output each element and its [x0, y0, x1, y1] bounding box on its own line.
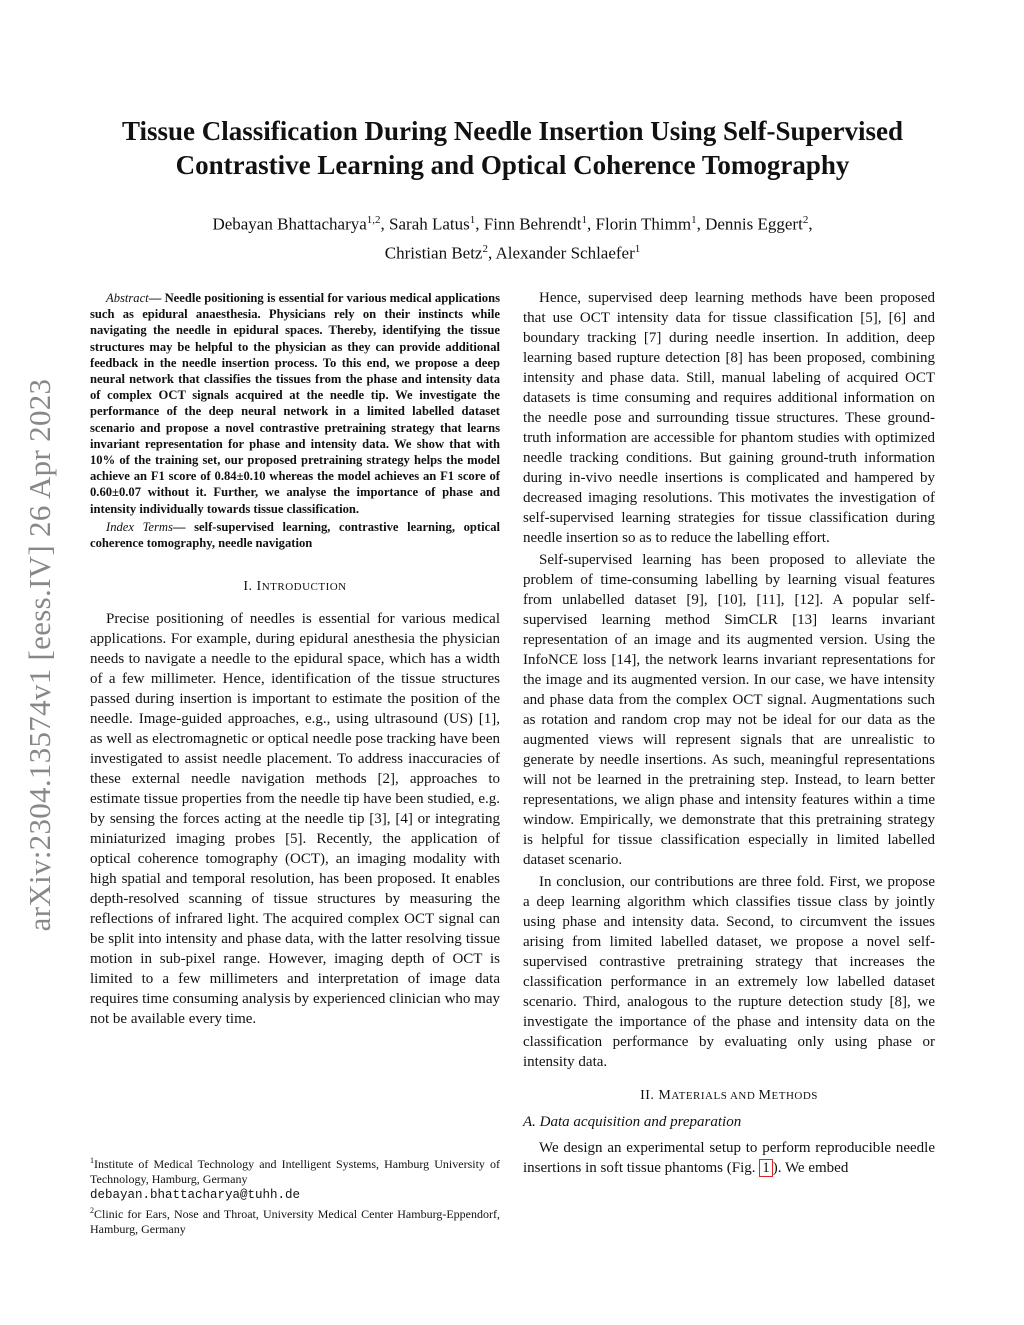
author-7: Alexander Schlaefer — [495, 243, 635, 263]
abstract-label: Abstract — [106, 291, 149, 305]
author-list: Debayan Bhattacharya$^{1,2}$, Sarah Latus$^1$, Finn Behrendt$^1$, Florin Thimm$^1$, Dennis Eggert$^2$, Christian Betz$^2$, Alexander Schlaefer$^1$ — [212, 214, 813, 263]
right-column — [523, 288, 935, 1180]
section-heading-methods: II. MATERIALS AND METHODS — [640, 1088, 818, 1103]
intro-paragraph-2: Hence, supervised deep learning methods have been proposed that use OCT intensity data for tissue classification [5], [6] and boundary tracking [7] during needle insertion. In addition, deep learning based rupture detection [8] has been proposed, combining intensity and phase data. Still, manual labeling of acquired OCT datasets is time consuming and requires additional information on the needle pose and surrounding tissue structures. These ground-truth information are accessible for phantom studies with optimized needle tracking conditions. But gaining ground-truth information during in-vivo needle insertions is complicated and hampered by decreased imaging resolutions. This motivates the investigation of self-supervised learning strategies for tissue classification during needle insertion so as to reduce the labelling effort. — [523, 290, 935, 546]
author-2: Sarah Latus — [389, 214, 470, 234]
author-3-affil: 1 — [581, 214, 588, 226]
methods-paragraph-1: We design an experimental setup to perform reproducible needle insertions in soft tissue phantoms (Fig. 1 ). We embed — [523, 1140, 935, 1176]
index-terms-text: self-supervised learning, contrastive learning, optical coherence tomography, needle navigation — [90, 519, 500, 551]
author-3: Finn Behrendt — [483, 214, 582, 234]
author-1: Debayan Bhattacharya — [212, 214, 367, 234]
author-7-affil: 1 — [634, 242, 641, 255]
figure-1-link[interactable]: 1 — [759, 1159, 773, 1177]
author-6-affil: 2 — [482, 242, 488, 255]
author-email-link[interactable]: debayan.bhattacharya@tuhh.de — [90, 1188, 301, 1202]
author-5: Dennis Eggert — [705, 214, 803, 234]
author-5-affil: 2 — [802, 214, 809, 226]
author-4-affil: 1 — [691, 214, 697, 226]
section-heading-introduction: I. INTRODUCTION — [243, 579, 347, 595]
arxiv-identifier — [10, 350, 70, 960]
author-2-affil: 1 — [469, 214, 476, 226]
left-column — [90, 290, 500, 1031]
intro-paragraph-1: Precise positioning of needles is essential for various medical applications. For example, during epidural anesthesia the physician needs to navigate a needle to the epidural space, which has a width of a few millimeter. Hence, identification of the tissue structures passed during insertion is important to estimate the position of the needle. Image-guided approaches, e.g., using ultrasound (US) [1], as well as electromagnetic or optical needle pose tracking have been investigated to assist needle placement. To address inaccuracies of these external needle navigation methods [2], approaches to estimate tissue properties from the needle tip have been studied, e.g. by sensing the forces acting at the needle tip [3], [4] or integrating miniaturized imaging probes [5]. Recently, the application of optical coherence tomography (OCT), an imaging modality with high spatial and temporal resolution, has been proposed. It enables depth-resolved scanning of tissue structures by measuring the reflections of infrared light. The acquired complex OCT signal can be split into intensity and phase data, with the latter resolving tissue motion in sub-pixel range. However, imaging depth of OCT is limited to a few millimeters and interpretation of image data requires time consuming analysis by experienced clinician who may not be available every time. — [90, 611, 500, 1028]
footnotes — [90, 1153, 500, 1237]
footnote-2: $^2$Clinic for Ears, Nose and Throat, University Medical Center Hamburg-Eppendorf, Hamburg, Germany — [90, 1206, 500, 1236]
abstract: Abstract— Needle positioning is essential for various medical applications such as epidural anaesthesia. Physicians rely on their instincts while navigating the needle in epidural spaces. Thereby, identifying the tissue structures may be helpful to the physician as they can provide additional feedback in the needle insertion process. To this end, we propose a deep neural network that classifies the tissues from the phase and intensity data of complex OCT signals acquired at the needle tip. We investigate the performance of the deep neural network in a limited labelled dataset scenario and propose a novel contrastive pretraining strategy that learns invariant representation for phase and intensity data. We show that with 10% of the training set, our proposed pretraining strategy helps the model achieve an F1 score of 0.84±0.10 whereas the model achieves an F1 score of 0.60±0.07 without it. Further, we analyse the importance of phase and intensity individually towards tissue classification. — [90, 291, 500, 516]
author-6: Christian Betz — [384, 243, 483, 263]
index-terms: Index Terms— self-supervised learning, contrastive learning, optical coherence tomography, needle navigation — [90, 519, 500, 551]
author-1-affil: 1,2 — [366, 214, 381, 226]
abstract-text: Needle positioning is essential for various medical applications such as epidural anaesthesia. Physicians rely on their instincts while navigating the needle in epidural spaces. Thereby, identifying the tissue structures may be helpful to the physician as they can provide additional feedback in the needle insertion process. To this end, we propose a deep neural network that classifies the tissues from the phase and intensity data of complex OCT signals acquired at the needle tip. We investigate the performance of the deep neural network in a limited labelled dataset scenario and propose a novel contrastive pretraining strategy that learns invariant representation for phase and intensity data. We show that with 10% of the training set, our proposed pretraining strategy helps the model achieve an F1 score of 0.84±0.10 whereas the model achieves an F1 score of 0.60±0.07 without it. Further, we analyse the importance of phase and intensity individually towards tissue classification. — [90, 291, 500, 516]
arxiv-id-text: arXiv:2304.13574v1 [eess.IV] 26 Apr 2023 — [22, 378, 57, 932]
subsection-heading-data-acquisition: A. Data acquisition and preparation — [523, 1114, 742, 1130]
intro-paragraph-4: In conclusion, our contributions are three fold. First, we propose a deep learning algorithm which classifies tissue class by jointly using phase and intensity data. Second, to circumvent the issues arising from limited labelled dataset, we propose a novel self-supervised contrastive pretraining strategy that increases the classification performance in an extremely low labelled dataset scenario. Third, analogous to the rupture detection study [8], we investigate the importance of the phase and intensity data on the classification performance by evaluating only using phase or intensity data. — [523, 874, 935, 1070]
intro-paragraph-3: Self-supervised learning has been proposed to alleviate the problem of time-consuming labelling by learning visual features from unlabelled dataset [9], [10], [11], [12]. A popular self-supervised learning method SimCLR [13] learns invariant representation of an image and its augmented version. Using the InfoNCE loss [14], the network learns invariant representations for the image and its augmented version. In our case, we have intensity and phase data from the complex OCT signal. Augmentations such as rotation and random crop may not be ideal for our data as the augmented views will represent signals that are unrealistic to generate by needle insertions. As such, meaningful representations will not be learned in the pretraining step. Instead, to learn better representations, we align phase and intensity features within a time window. Empirically, we demonstrate that this pretraining strategy is helpful for tissue classification especially in limited labelled dataset scenario. — [523, 552, 935, 868]
footnote-1: $^1$Institute of Medical Technology and Intelligent Systems, Hamburg University of Technology, Hamburg, Germany debayan.bhattacharya@tuhh.de — [90, 1156, 500, 1202]
paper-title: Tissue Classification During Needle Insertion Using Self-Supervised Contrastive Learning and Optical Coherence Tomography — [121, 116, 904, 180]
index-terms-label: Index Terms — [106, 519, 173, 534]
author-4: Florin Thimm — [595, 214, 692, 234]
